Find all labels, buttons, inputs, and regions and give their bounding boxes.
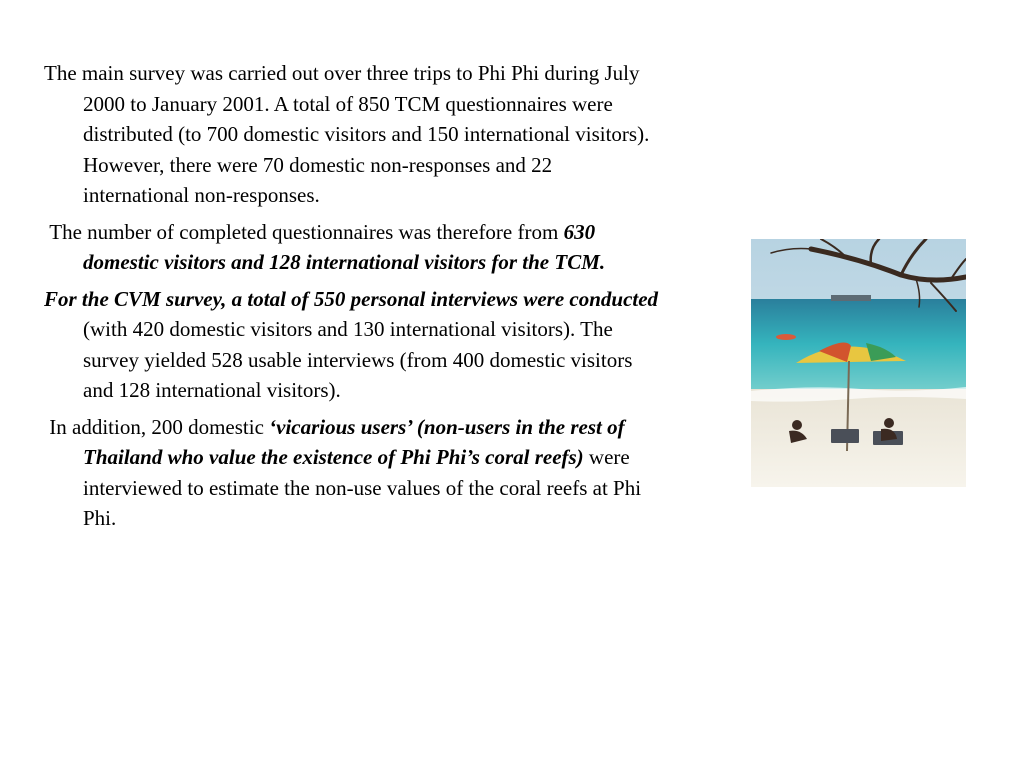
- beach-photo: [751, 239, 966, 487]
- completed-questionnaires-emphasis: 630 domestic visitors and 128 international visitors for the TCM.: [83, 219, 606, 274]
- paragraph-cvm-survey: [44, 284, 659, 406]
- beach-illustration: [751, 239, 966, 487]
- paragraph-main-survey: [44, 58, 659, 211]
- paragraph-completed-questionnaires: [44, 217, 659, 278]
- small-boat: [776, 334, 796, 340]
- paragraph-vicarious-users: [44, 412, 659, 534]
- vicarious-users-text: In addition, 200 domestic: [44, 414, 270, 439]
- cvm-survey-text: (with 420 domestic visitors and 130 international visitors). The survey yielded 528 usable interviews (from 400 domestic visitors and 128 international visitors).: [83, 317, 633, 402]
- vicarious-users-emphasis: ‘vicarious users’ (non-users in the rest of Thailand who value the existence of Phi Phi’s coral reefs): [83, 414, 625, 469]
- completed-questionnaires-text: The number of completed questionnaires was therefore from: [44, 219, 564, 244]
- vicarious-users-text-end: were interviewed to estimate the non-use values of the coral reefs at Phi Phi.: [83, 445, 642, 530]
- cvm-survey-emphasis: For the CVM survey, a total of 550 personal interviews were conducted: [44, 286, 659, 311]
- slide-body: [44, 58, 659, 540]
- distant-boat: [831, 295, 871, 301]
- main-survey-text: The main survey was carried out over three trips to Phi Phi during July 2000 to January 2001. A total of 850 TCM questionnaires were distributed (to 700 domestic visitors and 150 international visitors). However, there were 70 domestic non-responses and 22 international non-responses.: [44, 61, 650, 207]
